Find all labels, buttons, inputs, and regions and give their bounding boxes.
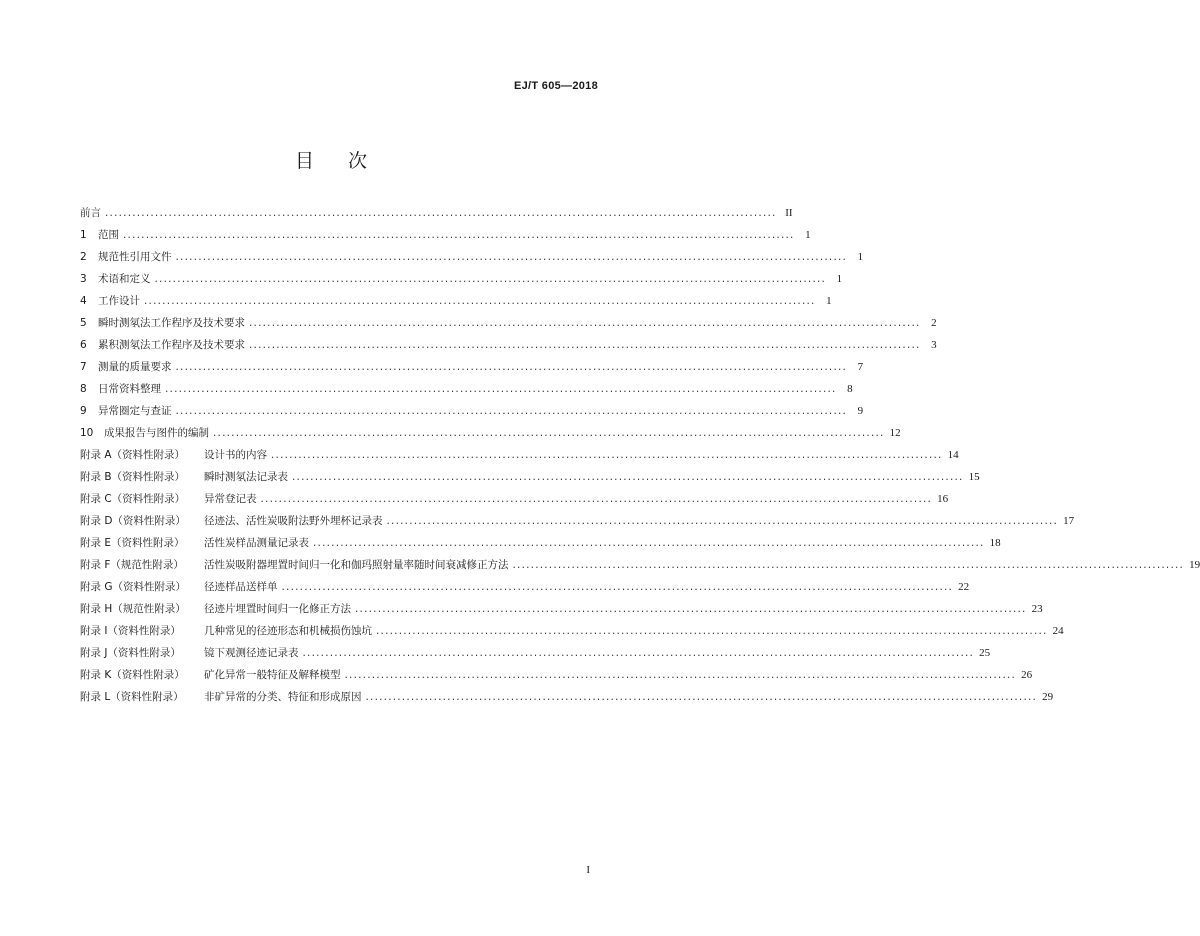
toc-entry-9[interactable] (80, 397, 864, 419)
toc-entry-1[interactable] (80, 221, 811, 243)
toc-entry-label: 瞬时测氡法工作程序及技术要求 (98, 317, 245, 329)
toc-entry-page: 1 (857, 251, 864, 263)
toc-entry-page: 8 (847, 383, 853, 395)
toc-appendix-g[interactable] (80, 573, 970, 595)
toc-entry-page: 1 (826, 295, 832, 307)
appendix-title: 镜下观测径迹记录表 (204, 647, 299, 659)
dot-leader: .................................................................................................................................................... (213, 427, 885, 439)
toc-entry-5[interactable] (80, 309, 937, 331)
toc-appendix-k[interactable] (80, 661, 1033, 683)
appendix-title: 径迹片埋置时间归一化修正方法 (204, 603, 351, 615)
appendix-prefix: 附录 G（资料性附录） (80, 581, 186, 593)
appendix-page: 29 (1042, 691, 1054, 703)
dot-leader: .................................................................................................................................................... (249, 317, 921, 329)
toc-entry-label: 前言 (80, 207, 101, 219)
toc-appendix-i[interactable] (80, 617, 1064, 639)
dot-leader: .................................................................................................................................................... (292, 471, 964, 483)
toc-appendix-e[interactable] (80, 529, 1001, 551)
dot-leader: .................................................................................................................................................... (123, 229, 795, 241)
table-of-contents (80, 199, 1200, 705)
dot-leader: .................................................................................................................................................... (313, 537, 985, 549)
appendix-page: 15 (968, 471, 980, 483)
appendix-prefix: 附录 D（资料性附录） (80, 515, 186, 527)
appendix-title: 径迹样品送样单 (204, 581, 278, 593)
appendix-prefix: 附录 C（资料性附录） (80, 493, 186, 505)
toc-entry-number: 9 (80, 405, 87, 417)
toc-entry-label: 工作设计 (98, 295, 140, 307)
dot-leader: .................................................................................................................................................... (302, 647, 975, 659)
toc-entry-page: 12 (889, 427, 901, 439)
appendix-prefix: 附录 L（资料性附录） (80, 691, 184, 703)
toc-entry-number: 10 (80, 427, 94, 439)
appendix-page: 17 (1063, 515, 1075, 527)
dot-leader: .................................................................................................................................................... (165, 383, 837, 395)
appendix-prefix: 附录 F（规范性附录） (80, 559, 184, 571)
appendix-prefix: 附录 B（资料性附录） (80, 471, 186, 483)
appendix-prefix: 附录 K（资料性附录） (80, 669, 185, 681)
toc-entry-page: 3 (931, 339, 937, 351)
toc-entry-number: 1 (80, 229, 87, 241)
toc-entry-page: 1 (836, 273, 843, 285)
appendix-page: 18 (989, 537, 1001, 549)
standard-code: EJ/T 605—2018 (513, 80, 598, 92)
appendix-page: 26 (1021, 669, 1033, 681)
appendix-title: 非矿异常的分类、特征和形成原因 (204, 691, 362, 703)
toc-entry-number: 5 (80, 317, 87, 329)
appendix-prefix: 附录 I（资料性附录） (80, 625, 181, 637)
dot-leader: .................................................................................................................................................... (365, 691, 1038, 703)
dot-leader: .................................................................................................................................................... (249, 339, 921, 351)
appendix-prefix: 附录 H（规范性附录） (80, 603, 186, 615)
toc-appendix-j[interactable] (80, 639, 991, 661)
dot-leader: .................................................................................................................................................... (154, 273, 827, 285)
appendix-page: 14 (947, 449, 959, 461)
toc-entry-page: 9 (857, 405, 864, 417)
dot-leader: .................................................................................................................................................... (105, 207, 777, 219)
dot-leader: .................................................................................................................................................... (344, 669, 1017, 681)
toc-entry-label: 规范性引用文件 (98, 251, 172, 263)
toc-entry-10[interactable] (80, 419, 901, 441)
dot-leader: .................................................................................................................................................... (512, 559, 1185, 571)
dot-leader: .................................................................................................................................................... (281, 581, 954, 593)
toc-appendix-b[interactable] (80, 463, 980, 485)
toc-entry-2[interactable] (80, 243, 864, 265)
toc-appendix-h[interactable] (80, 595, 1043, 617)
toc-entry-label: 成果报告与图件的编制 (104, 427, 209, 439)
dot-leader: .................................................................................................................................................... (175, 251, 848, 263)
toc-entry-label: 日常资料整理 (98, 383, 161, 395)
appendix-page: 19 (1189, 559, 1200, 571)
toc-entry-page: 2 (931, 317, 937, 329)
page-title: 目 次 (294, 150, 382, 172)
toc-entry-page: 7 (857, 361, 864, 373)
toc-appendix-f[interactable] (80, 551, 1200, 573)
toc-entry-number: 6 (80, 339, 87, 351)
appendix-page: 23 (1031, 603, 1043, 615)
dot-leader: .................................................................................................................................................... (386, 515, 1059, 527)
toc-entry-page: 1 (805, 229, 811, 241)
dot-leader: .................................................................................................................................................... (376, 625, 1048, 637)
dot-leader: .................................................................................................................................................... (271, 449, 943, 461)
appendix-prefix: 附录 A（资料性附录） (80, 449, 186, 461)
footer-page-number: I (586, 864, 590, 876)
appendix-title: 几种常见的径迹形态和机械损伤蚀坑 (204, 625, 372, 637)
toc-appendix-d[interactable] (80, 507, 1075, 529)
dot-leader: .................................................................................................................................................... (144, 295, 816, 307)
toc-entry-number: 3 (80, 273, 87, 285)
toc-entry-number: 2 (80, 251, 87, 263)
toc-appendix-a[interactable] (80, 441, 959, 463)
toc-entry-8[interactable] (80, 375, 853, 397)
toc-entry-label: 术语和定义 (98, 273, 151, 285)
toc-entry-6[interactable] (80, 331, 937, 353)
appendix-page: 25 (979, 647, 991, 659)
toc-entry-4[interactable] (80, 287, 832, 309)
dot-leader: .................................................................................................................................................... (175, 405, 848, 417)
dot-leader: .................................................................................................................................................... (355, 603, 1027, 615)
appendix-prefix: 附录 J（资料性附录） (80, 647, 181, 659)
appendix-title: 异常登记表 (204, 493, 257, 505)
toc-entry-number: 4 (80, 295, 87, 307)
toc-appendix-l[interactable] (80, 683, 1054, 705)
toc-entry-label: 测量的质量要求 (98, 361, 172, 373)
appendix-page: 24 (1052, 625, 1064, 637)
appendix-title: 活性炭吸附器埋置时间归一化和伽玛照射量率随时间衰减修正方法 (204, 559, 509, 571)
appendix-page: 22 (958, 581, 970, 593)
toc-entry-3[interactable] (80, 265, 843, 287)
appendix-title: 瞬时测氡法记录表 (204, 471, 288, 483)
toc-entry-page: II (785, 207, 793, 219)
toc-entry-7[interactable] (80, 353, 864, 375)
toc-entry-number: 7 (80, 361, 87, 373)
toc-appendix-c[interactable] (80, 485, 949, 507)
appendix-title: 活性炭样品测量记录表 (204, 537, 309, 549)
appendix-page: 16 (937, 493, 949, 505)
appendix-title: 径迹法、活性炭吸附法野外埋杯记录表 (204, 515, 383, 527)
appendix-title: 设计书的内容 (204, 449, 267, 461)
appendix-prefix: 附录 E（资料性附录） (80, 537, 185, 549)
toc-entry-label: 异常圈定与查证 (98, 405, 172, 417)
toc-entry-foreword[interactable] (80, 199, 793, 221)
toc-entry-label: 范围 (98, 229, 119, 241)
dot-leader: .................................................................................................................................................... (260, 493, 933, 505)
toc-entry-label: 累积测氡法工作程序及技术要求 (98, 339, 245, 351)
dot-leader: .................................................................................................................................................... (175, 361, 848, 373)
appendix-title: 矿化异常一般特征及解释模型 (204, 669, 341, 681)
toc-entry-number: 8 (80, 383, 87, 395)
